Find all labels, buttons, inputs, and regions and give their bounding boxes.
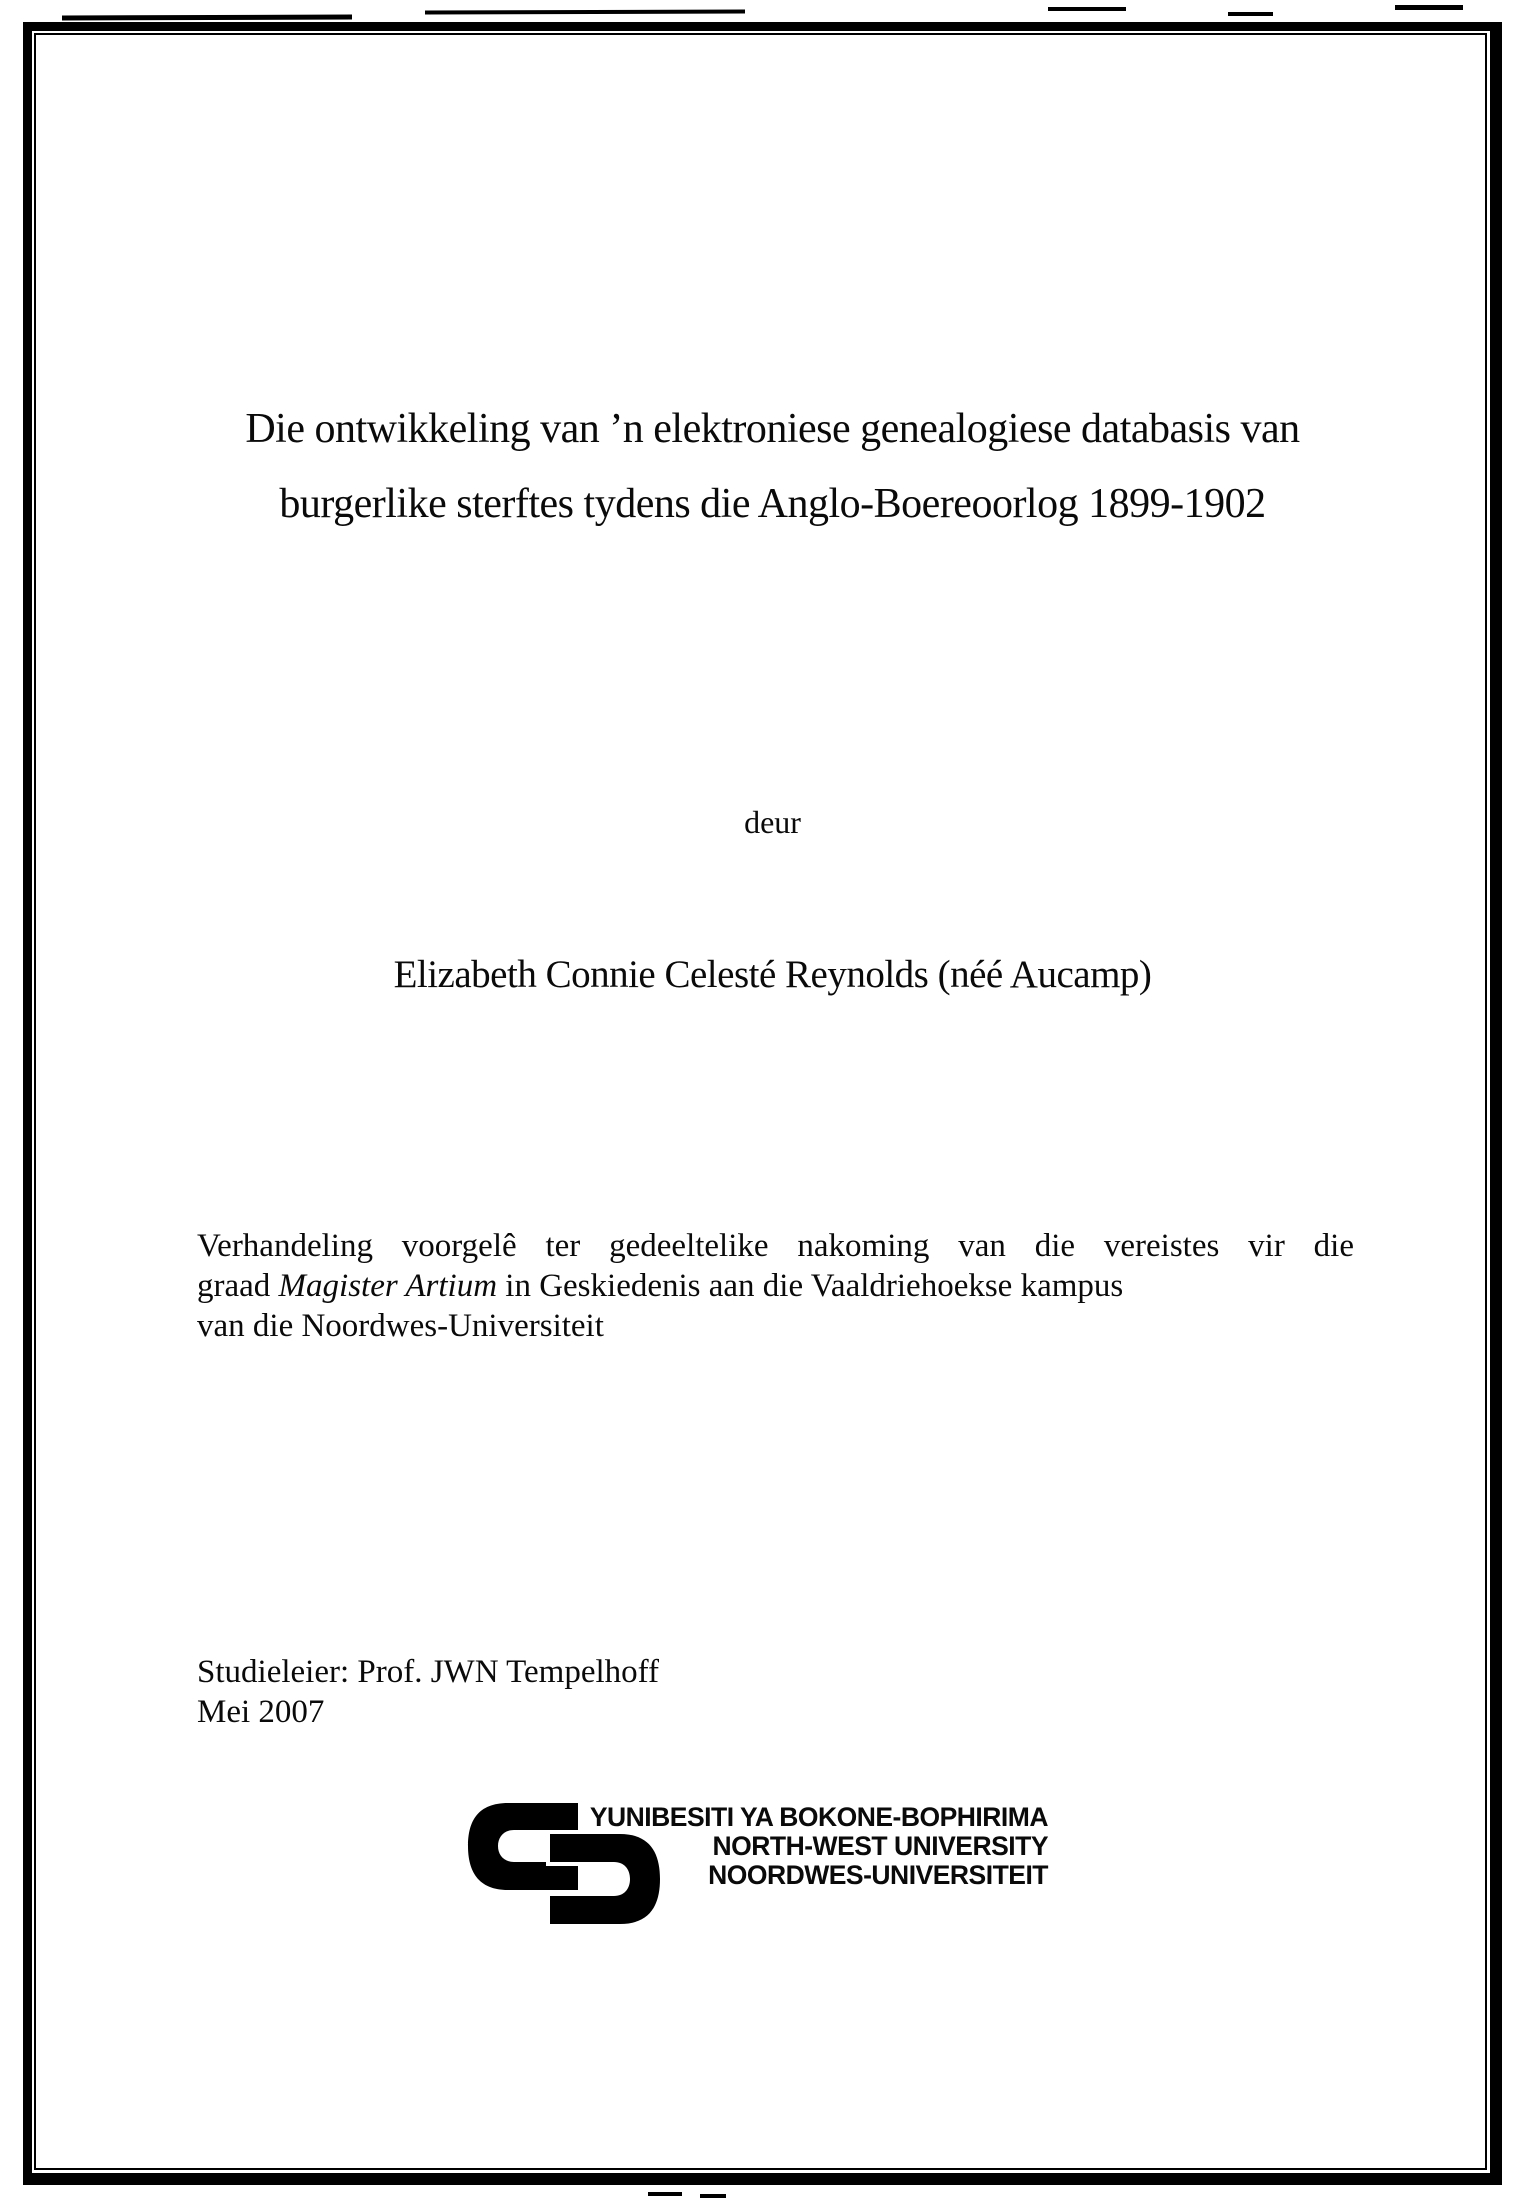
degree-statement-line1: Verhandeling voorgelê ter gedeeltelike nakoming van die vereistes vir die	[197, 1228, 1354, 1264]
byline-label: deur	[744, 804, 801, 840]
scan-artifact	[62, 14, 352, 20]
degree-statement	[197, 1226, 1354, 1346]
logo-line-afrikaans: NOORDWES-UNIVERSITEIT	[708, 1860, 1048, 1890]
scan-artifact	[1228, 12, 1273, 16]
degree-statement-line2-before: graad	[197, 1268, 279, 1304]
degree-name-italic: Magister Artium	[278, 1268, 498, 1304]
degree-statement-line2	[197, 1266, 1354, 1306]
logo-line-english: NORTH-WEST UNIVERSITY	[712, 1831, 1048, 1861]
date-line: Mei 2007	[197, 1694, 325, 1730]
scan-artifact	[425, 9, 745, 14]
thesis-title-line2: burgerlike sterftes tydens die Anglo-Boereoorlog 1899-1902	[279, 481, 1266, 527]
scan-artifact	[1395, 5, 1463, 10]
nwu-logo-wordmark	[560, 1803, 1048, 1890]
scan-artifact	[700, 2194, 726, 2198]
author-name: Elizabeth Connie Celesté Reynolds (néé Aucamp)	[393, 953, 1152, 996]
scan-artifact	[648, 2192, 682, 2196]
degree-statement-line2-after: in Geskiedenis aan die Vaaldriehoekse kampus	[497, 1268, 1124, 1304]
degree-statement-line3: van die Noordwes-Universiteit	[197, 1308, 604, 1344]
scan-artifact	[1048, 7, 1126, 11]
supervisor-line: Studieleier: Prof. JWN Tempelhoff	[197, 1654, 660, 1690]
logo-line-setswana: YUNIBESITI YA BOKONE-BOPHIRIMA	[589, 1802, 1048, 1832]
thesis-title	[185, 392, 1360, 542]
thesis-title-line1: Die ontwikkeling van ’n elektroniese genealogiese databasis van	[245, 406, 1300, 452]
supervisor-block	[197, 1652, 1097, 1732]
